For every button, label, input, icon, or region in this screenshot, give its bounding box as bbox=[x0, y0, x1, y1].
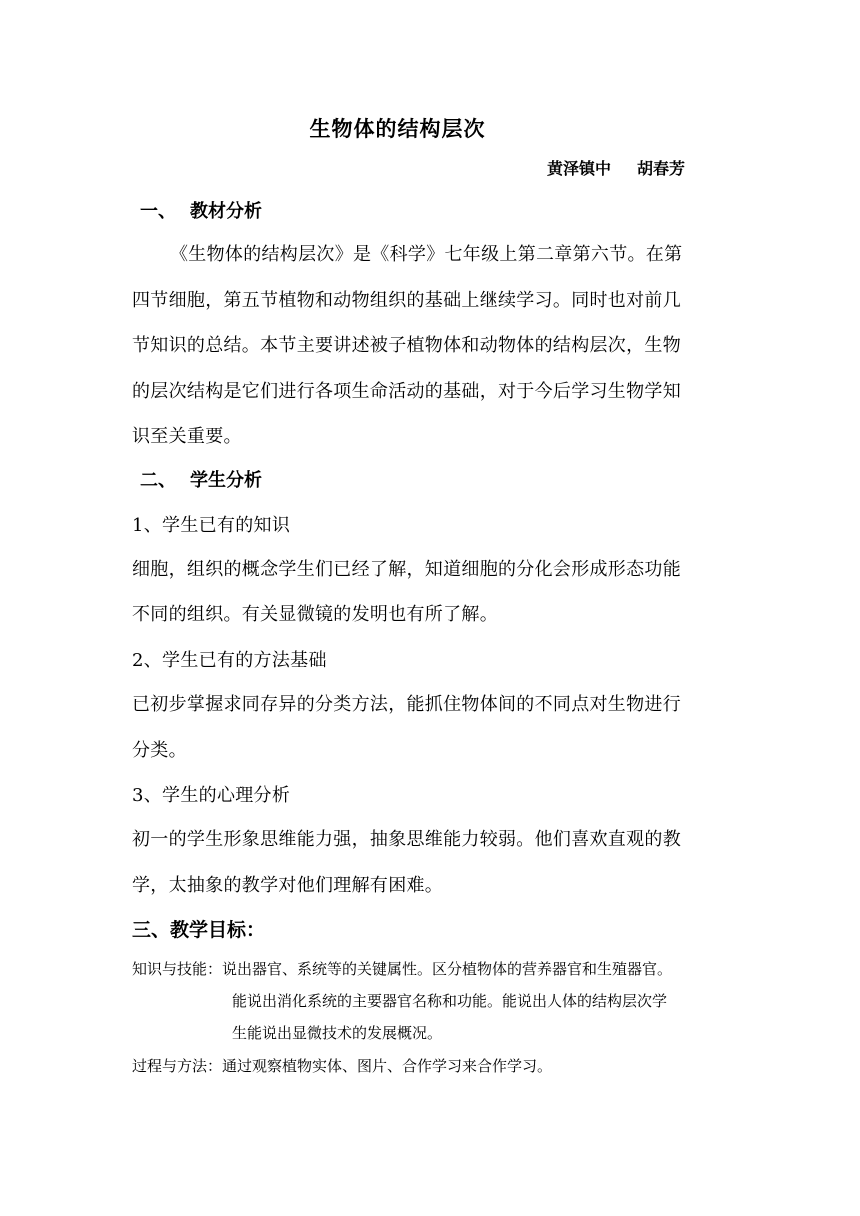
subheading: 1、学生已有的知识 bbox=[132, 515, 291, 536]
paragraph-line: 四节细胞，第五节植物和动物组织的基础上继续学习。同时也对前几 bbox=[132, 290, 681, 311]
document-title: 生物体的结构层次 bbox=[309, 117, 486, 141]
section-2-title: 学生分析 bbox=[190, 470, 262, 491]
author-line bbox=[547, 156, 685, 179]
section-1-number: 一、 bbox=[140, 201, 176, 222]
objective-process-label: 过程与方法： bbox=[132, 1057, 223, 1075]
author-name: 胡春芳 bbox=[637, 159, 686, 178]
objective-process-text: 通过观察植物实体、图片、合作学习来合作学习。 bbox=[222, 1057, 553, 1075]
objective-knowledge-line: 能说出消化系统的主要器官名称和功能。能说出人体的结构层次学 bbox=[232, 992, 668, 1010]
paragraph-line: 学，太抽象的教学对他们理解有困难。 bbox=[132, 875, 444, 896]
paragraph-line: 不同的组织。有关显微镜的发明也有所了解。 bbox=[132, 604, 498, 625]
objective-knowledge bbox=[132, 958, 672, 979]
paragraph-line: 《生物体的结构层次》是《科学》七年级上第二章第六节。在第 bbox=[170, 244, 683, 265]
objective-process bbox=[132, 1055, 552, 1076]
subheading: 3、学生的心理分析 bbox=[132, 785, 291, 806]
section-2-heading bbox=[140, 466, 262, 492]
paragraph-line: 细胞，组织的概念学生们已经了解，知道细胞的分化会形成形态功能 bbox=[132, 559, 681, 580]
paragraph-line: 识至关重要。 bbox=[132, 426, 242, 447]
paragraph-line: 初一的学生形象思维能力强，抽象思维能力较弱。他们喜欢直观的教 bbox=[132, 829, 681, 850]
section-1-title: 教材分析 bbox=[190, 201, 262, 222]
subheading: 2、学生已有的方法基础 bbox=[132, 650, 327, 671]
objective-knowledge-label: 知识与技能： bbox=[132, 960, 223, 978]
section-3-heading: 三、教学目标： bbox=[132, 919, 266, 941]
objective-knowledge-line: 生能说出显微技术的发展概况。 bbox=[232, 1024, 443, 1042]
objective-knowledge-line: 说出器官、系统等的关键属性。区分植物体的营养器官和生殖器官。 bbox=[222, 960, 673, 978]
paragraph-line: 的层次结构是它们进行各项生命活动的基础，对于今后学习生物学知 bbox=[132, 381, 681, 402]
author-school: 黄泽镇中 bbox=[547, 159, 612, 178]
paragraph-line: 分类。 bbox=[132, 740, 187, 761]
section-2-number: 二、 bbox=[140, 470, 176, 491]
paragraph-line: 节知识的总结。本节主要讲述被子植物体和动物体的结构层次，生物 bbox=[132, 335, 681, 356]
section-1-heading bbox=[140, 197, 262, 223]
paragraph-line: 已初步掌握求同存异的分类方法，能抓住物体间的不同点对生物进行 bbox=[132, 694, 681, 715]
